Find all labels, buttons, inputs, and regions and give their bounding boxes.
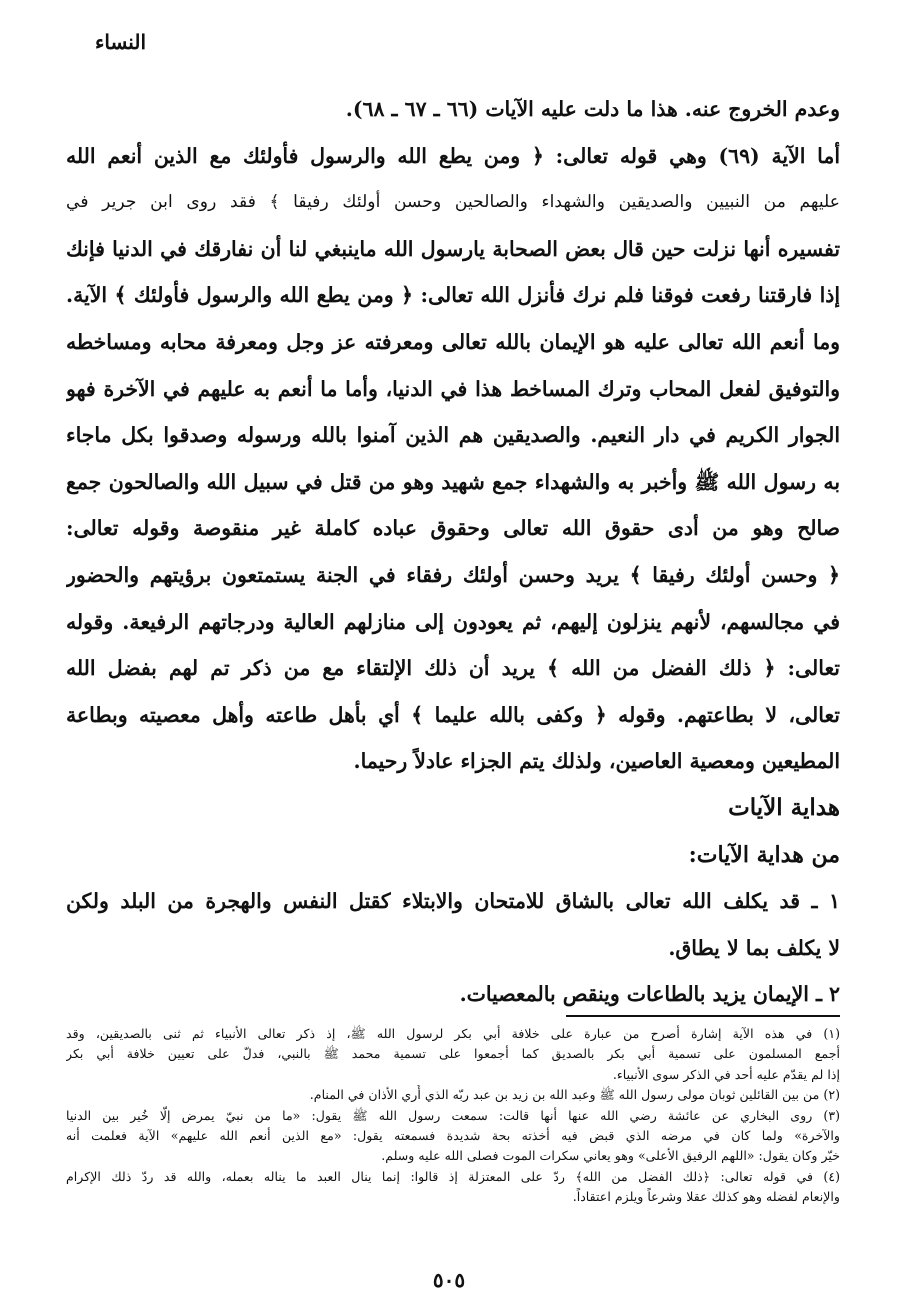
text-line: إذا فارقتنا رفعت فوقنا فلم نرك فأنزل الله تعالى: ﴿ ومن يطع الله والرسول فأولئك ﴾ الآية. xyxy=(66,283,840,308)
footnote-line: (٤) في قوله تعالى: ﴿ذلك الفضل من الله﴾ ردّ على المعتزلة إذ قالوا: إنما ينال العبد ما يناله بعمله، والله قد ردّ ذلك الإكرام xyxy=(66,1168,840,1184)
footnote-line: أجمع المسلمون على تسمية أبي بكر بالصديق كما أجمعوا على تسمية محمد ﷺ بالنبي، فدلّ على تعيين خلافة أبي بكر xyxy=(66,1046,840,1062)
footnote-line: (٢) من بين القائلين ثوبان مولى رسول الله ﷺ وعبد الله بن زيد بن عبد ربّه الذي أُري الأذان في المنام. xyxy=(309,1087,840,1103)
page-number: ٥٠٥ xyxy=(432,1268,466,1292)
text-line: ﴿ وحسن أولئك رفيقا ﴾ يريد وحسن أولئك رفقاء في الجنة يستمتعون برؤيتهم والحضور xyxy=(66,562,840,587)
text-line: به رسول الله ﷺ وأخبر به والشهداء جمع شهيد وهو من قتل في سبيل الله والصالحون جمع xyxy=(66,469,840,494)
footnote-line: خيّر وكان يقول: «اللهم الرفيق الأعلى» وهو يعاني سكرات الموت فصلى الله عليه وسلم. xyxy=(381,1148,840,1164)
text-line: تفسيره أنها نزلت حين قال بعض الصحابة يارسول الله ماينبغي لنا أن نفارقك في الدنيا فإنك xyxy=(66,236,840,261)
guidance-item: ١ ـ قد يكلف الله تعالى بالشاق للامتحان والابتلاء كقتل النفس والهجرة من البلد ولكن xyxy=(66,889,840,914)
text-line: تعالى: ﴿ ذلك الفضل من الله ﴾ يريد أن ذلك الإلتقاء مع من ذكر تم لهم بفضل الله xyxy=(66,656,840,681)
text-line: المطيعين ومعصية العاصين، ولذلك يتم الجزاء عادلاً رحيما. xyxy=(353,749,840,774)
section-heading: هداية الآيات xyxy=(728,793,840,821)
text-line: في مجالسهم، لأنهم ينزلون إليهم، ثم يعودون إلى منازلهم العالية ودرجاتهم الرفيعة. وقوله xyxy=(66,609,840,634)
text-line: أما الآية (٦٩) وهي قوله تعالى: ﴿ ومن يطع الله والرسول فأولئك مع الذين أنعم الله xyxy=(66,143,840,168)
footnote-divider xyxy=(566,1015,840,1017)
main-text xyxy=(66,86,840,1018)
text-line: وعدم الخروج عنه. هذا ما دلت عليه الآيات (٦٦ ـ ٦٧ ـ ٦٨). xyxy=(345,97,840,121)
guidance-item: لا يكلف بما لا يطاق. xyxy=(668,935,840,960)
footnote-line: (١) في هذه الآية إشارة أصرح من عبارة على خلافة أبي بكر لرسول الله ﷺ، إذ ذكر تعالى الأنبياء ثم ثنى بالصديقين، وقد xyxy=(66,1026,840,1041)
guidance-item: ٢ ـ الإيمان يزيد بالطاعات وينقص بالمعصيات. xyxy=(459,982,840,1007)
section-subheading: من هداية الآيات: xyxy=(688,841,840,868)
footnotes xyxy=(66,1024,840,1208)
footnote-line: والآخرة» ولما كان في مرضه الذي قبض فيه أخذته بحة شديدة فسمعته يقول: «مع الذين أنعم الله عليهم» الآية فعلمت أنه xyxy=(66,1127,840,1143)
text-line: تعالى، لا بطاعتهم. وقوله ﴿ وكفى بالله عليما ﴾ أي بأهل طاعته وأهل معصيته وبطاعة xyxy=(66,702,840,727)
running-header-surah-name: النساء xyxy=(94,30,146,54)
footnote-line: والإنعام لفضله وهو كذلك عقلا وشرعاً ويلزم اعتقاداً. xyxy=(572,1189,840,1205)
text-line: وما أنعم الله تعالى عليه هو الإيمان بالله تعالى ومعرفته عز وجل ومعرفة محابه ومساخطه xyxy=(66,329,840,354)
footnote-line: (٣) روى البخاري عن عائشة رضي الله عنها أنها قالت: سمعت رسول الله ﷺ يقول: «ما من نبيّ يمرض إلّا خُير بين الدنيا xyxy=(66,1107,840,1123)
text-line: صالح وهو من أدى حقوق الله تعالى وحقوق عباده كاملة غير منقوصة وقوله تعالى: xyxy=(66,516,840,541)
text-line: عليهم من النبيين والصديقين والشهداء والصالحين وحسن أولئك رفيقا ﴾ فقد روى ابن جرير في xyxy=(66,192,840,213)
footnote-line: إذا لم يقدّم عليه أحد في الذكر سوى الأنبياء. xyxy=(612,1066,840,1082)
text-line: الجوار الكريم في دار النعيم. والصديقين هم الذين آمنوا بالله ورسوله وصدقوا بكل ماجاء xyxy=(66,423,840,448)
text-line: والتوفيق لفعل المحاب وترك المساخط هذا في الدنيا، وأما ما أنعم به عليهم في الآخرة فهو xyxy=(66,376,840,401)
